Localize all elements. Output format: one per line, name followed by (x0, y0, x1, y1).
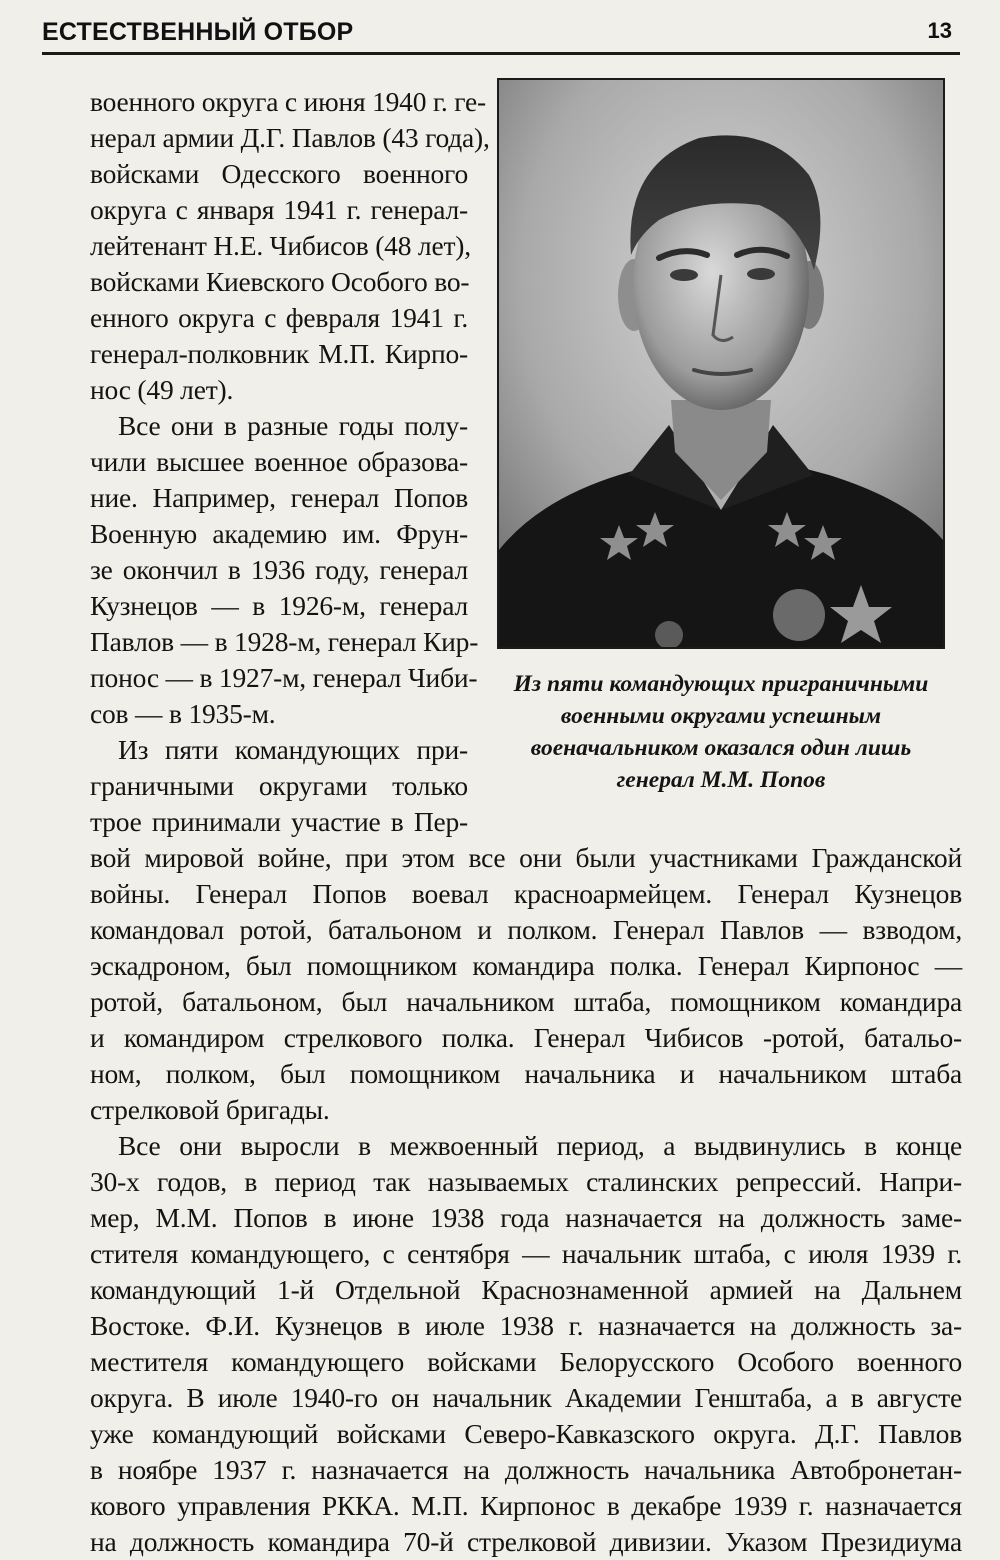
header-rule (42, 52, 960, 55)
text-line: войны. Генерал Попов воевал красноармейцем. Генерал Кузнецов (90, 878, 962, 909)
text-line: Все они выросли в межвоенный период, а выдвинулись в конце (118, 1130, 962, 1161)
text-line: нос (49 лет). (90, 374, 234, 405)
text-line: мер, М.М. Попов в июне 1938 года назначается на должность заме- (90, 1202, 962, 1233)
text-line: нерал армии Д.Г. Павлов (43 года), (90, 122, 490, 153)
text-line: ротой, батальоном, был начальником штаба, помощником командира (90, 986, 962, 1017)
text-line: местителя командующего войсками Белорусского Особого военного (90, 1346, 962, 1377)
section-title: ЕСТЕСТВЕННЫЙ ОТБОР (42, 18, 354, 46)
caption-line: генерал М.М. Попов (616, 767, 826, 793)
text-line: войсками Одесского военного (90, 158, 468, 189)
text-line: Кузнецов — в 1926-м, генерал (90, 590, 468, 621)
text-line: трое принимали участие в Пер- (90, 806, 468, 837)
caption-line: военными округами успешным (560, 703, 882, 729)
text-line: генерал-полковник М.П. Кирпо- (90, 338, 468, 369)
text-line: округа с января 1941 г. генерал- (90, 194, 468, 225)
text-line: стителя командующего, с сентября — начальник штаба, с июля 1939 г. (90, 1238, 962, 1269)
text-line: военного округа с июня 1940 г. ге- (90, 86, 486, 117)
text-line: Востоке. Ф.И. Кузнецов в июле 1938 г. назначается на должность за- (90, 1310, 962, 1341)
text-line: ном, полком, был помощником начальника и начальником штаба (90, 1058, 962, 1089)
text-line: ние. Например, генерал Попов (90, 482, 468, 513)
text-line: округа. В июле 1940-го он начальник Академии Генштаба, а в августе (90, 1382, 962, 1413)
text-line: на должность командира 70-й стрелковой дивизии. Указом Президиума (90, 1526, 962, 1557)
portrait-photo-icon (497, 78, 945, 649)
portrait-drawing (499, 80, 943, 647)
text-line: Павлов — в 1928-м, генерал Кир- (90, 626, 479, 657)
running-header (42, 14, 960, 54)
text-line: кового управления РККА. М.П. Кирпонос в декабре 1939 г. назначается (90, 1490, 962, 1521)
text-line: командовал ротой, батальоном и полком. Генерал Павлов — взводом, (90, 914, 962, 945)
text-line: зе окончил в 1936 году, генерал (90, 554, 468, 585)
text-line: командующий 1-й Отдельной Краснознаменной армией на Дальнем (90, 1274, 962, 1305)
text-line: Военную академию им. Фрун- (90, 518, 468, 549)
text-line: граничными округами только (90, 770, 468, 801)
caption-line: военачальником оказался один лишь (530, 735, 912, 761)
text-line: Все они в разные годы полу- (118, 410, 468, 441)
text-line: енного округа с февраля 1941 г. (90, 302, 468, 333)
text-line: лейтенант Н.Е. Чибисов (48 лет), (90, 230, 471, 261)
text-line: уже командующий войсками Северо-Кавказского округа. Д.Г. Павлов (90, 1418, 962, 1449)
text-line: Из пяти командующих при- (118, 734, 468, 765)
caption-line: Из пяти командующих приграничными (513, 671, 929, 697)
text-line: в ноябре 1937 г. назначается на должность начальника Автобронетан- (90, 1454, 962, 1485)
text-line: чили высшее военное образова- (90, 446, 468, 477)
page-number: 13 (927, 18, 952, 43)
text-line: сов — в 1935-м. (90, 698, 276, 729)
text-line: 30-х годов, в период так называемых сталинских репрессий. Напри- (90, 1166, 962, 1197)
text-line: вой мировой войне, при этом все они были участниками Гражданской (90, 842, 962, 873)
text-line: стрелковой бригады. (90, 1094, 330, 1125)
text-line: эскадроном, был помощником командира полка. Генерал Кирпонос — (90, 950, 962, 981)
text-line: и командиром стрелкового полка. Генерал Чибисов -ротой, батальо- (90, 1022, 962, 1053)
text-line: войсками Киевского Особого во- (90, 266, 470, 297)
text-line: понос — в 1927-м, генерал Чиби- (90, 662, 478, 693)
